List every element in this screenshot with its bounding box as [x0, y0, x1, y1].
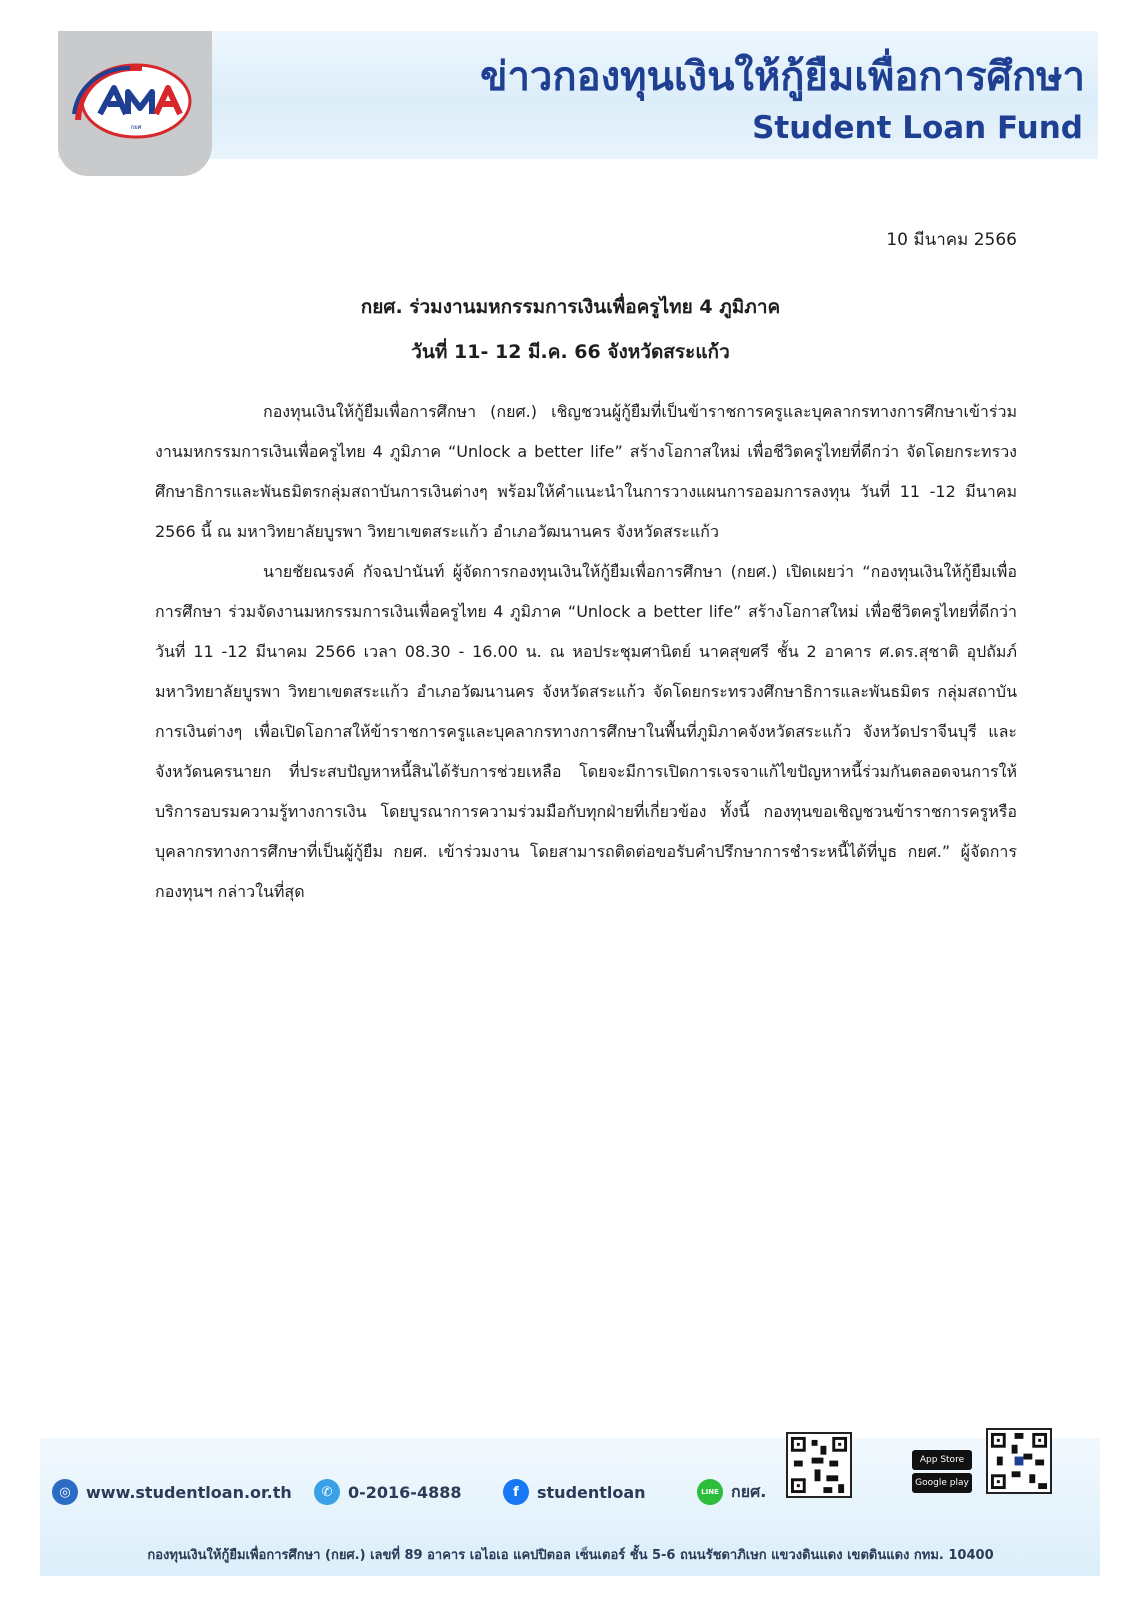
- line-qr-code-icon[interactable]: [786, 1432, 852, 1498]
- footer-phone[interactable]: [314, 1477, 461, 1507]
- facebook-icon: f: [503, 1479, 529, 1505]
- line-name[interactable]: กยศ.: [731, 1481, 767, 1501]
- headline-line-1: กยศ. ร่วมงานมหกรรมการเงินเพื่อครูไทย 4 ภูมิภาค: [360, 296, 781, 318]
- header-title: ข่าวกองทุนเงินให้กู้ยืมเพื่อการศึกษา: [480, 54, 1085, 100]
- paragraph-1: กองทุนเงินให้กู้ยืมเพื่อการศึกษา (กยศ.) เชิญชวนผู้กู้ยืมที่เป็นข้าราชการครูและบุคลากรทางการศึกษาเข้าร่วมงานมหกรรมการเงินเพื่อครูไทย 4 ภูมิภาค “Unlock a better life” สร้างโอกาสใหม่ เพื่อชีวิตครูไทยที่ดีกว่า จัดโดยกระทรวงศึกษาธิการและพันธมิตรกลุ่มสถาบันการเงินต่างๆ พร้อมให้คำแนะนำในการวางแผนการออมการลงทุน วันที่ 11 -12 มีนาคม 2566 นี้ ณ มหาวิทยาลัยบูรพา วิทยาเขตสระแก้ว อำเภอวัฒนานคร จังหวัดสระแก้ว: [155, 402, 1017, 541]
- line-icon: LINE: [697, 1479, 723, 1505]
- app-qr-code-icon[interactable]: [986, 1428, 1052, 1494]
- phone-icon: ✆: [314, 1479, 340, 1505]
- website-link[interactable]: www.studentloan.or.th: [86, 1482, 292, 1502]
- facebook-name[interactable]: studentloan: [537, 1482, 646, 1502]
- footer-line[interactable]: [697, 1477, 766, 1507]
- footer-facebook[interactable]: [503, 1477, 646, 1507]
- header-subtitle: Student Loan Fund: [752, 110, 1083, 146]
- globe-icon: ◎: [52, 1479, 78, 1505]
- fund-logo-icon: [70, 62, 196, 141]
- paragraph-2: นายชัยณรงค์ กัจฉปานันท์ ผู้จัดการกองทุนเงินให้กู้ยืมเพื่อการศึกษา (กยศ.) เปิดเผยว่า “กองทุนเงินให้กู้ยืมเพื่อการศึกษา ร่วมจัดงานมหกรรมการเงินเพื่อครูไทย 4 ภูมิภาค “Unlock a better life” สร้างโอกาสใหม่ เพื่อชีวิตครูไทยที่ดีกว่า วันที่ 11 -12 มีนาคม 2566 เวลา 08.30 - 16.00 น. ณ หอประชุมศานิตย์ นาคสุขศรี ชั้น 2 อาคาร ศ.ดร.สุชาติ อุปถัมภ์ มหาวิทยาลัยบูรพา วิทยาเขตสระแก้ว อำเภอวัฒนานคร จังหวัดสระแก้ว จัดโดยกระทรวงศึกษาธิการและพันธมิตร กลุ่มสถาบันการเงินต่างๆ เพื่อเปิดโอกาสให้ข้าราชการครูและบุคลากรทางการศึกษาในพื้นที่ภูมิภาคจังหวัดสระแก้ว จังหวัดปราจีนบุรี และจังหวัดนครนายก ที่ประสบปัญหาหนี้สินได้รับการช่วยเหลือ โดยจะมีการเปิดการเจรจาแก้ไขปัญหาหนี้ร่วมกันตลอดจนการให้บริการอบรมความรู้ทางการเงิน โดยบูรณาการความร่วมมือกับทุกฝ่ายที่เกี่ยวข้อง ทั้งนี้ กองทุนขอเชิญชวนข้าราชการครูหรือบุคลากรทางการศึกษาที่เป็นผู้กู้ยืม กยศ. เข้าร่วมงาน โดยสามารถติดต่อขอรับคำปรึกษาการชำระหนี้ได้ที่บูธ กยศ.” ผู้จัดการกองทุนฯ กล่าวในที่สุด: [155, 562, 1017, 901]
- press-date: 10 มีนาคม 2566: [886, 230, 1017, 250]
- footer-address: กองทุนเงินให้กู้ยืมเพื่อการศึกษา (กยศ.) เลขที่ 89 อาคาร เอไอเอ แคปปิตอล เซ็นเตอร์ ชั้น 5-6 ถนนรัชดาภิเษก แขวงดินแดง เขตดินแดง กทม. 10400: [147, 1548, 994, 1563]
- logo-caption: กยศ: [130, 124, 142, 131]
- article-body: [155, 392, 1017, 912]
- footer-website[interactable]: [52, 1477, 292, 1507]
- google-play-button[interactable]: Google play: [912, 1473, 972, 1493]
- app-store-button[interactable]: App Store: [912, 1450, 972, 1470]
- phone-number[interactable]: 0-2016-4888: [348, 1482, 462, 1502]
- headline-line-2: วันที่ 11- 12 มี.ค. 66 จังหวัดสระแก้ว: [411, 341, 730, 363]
